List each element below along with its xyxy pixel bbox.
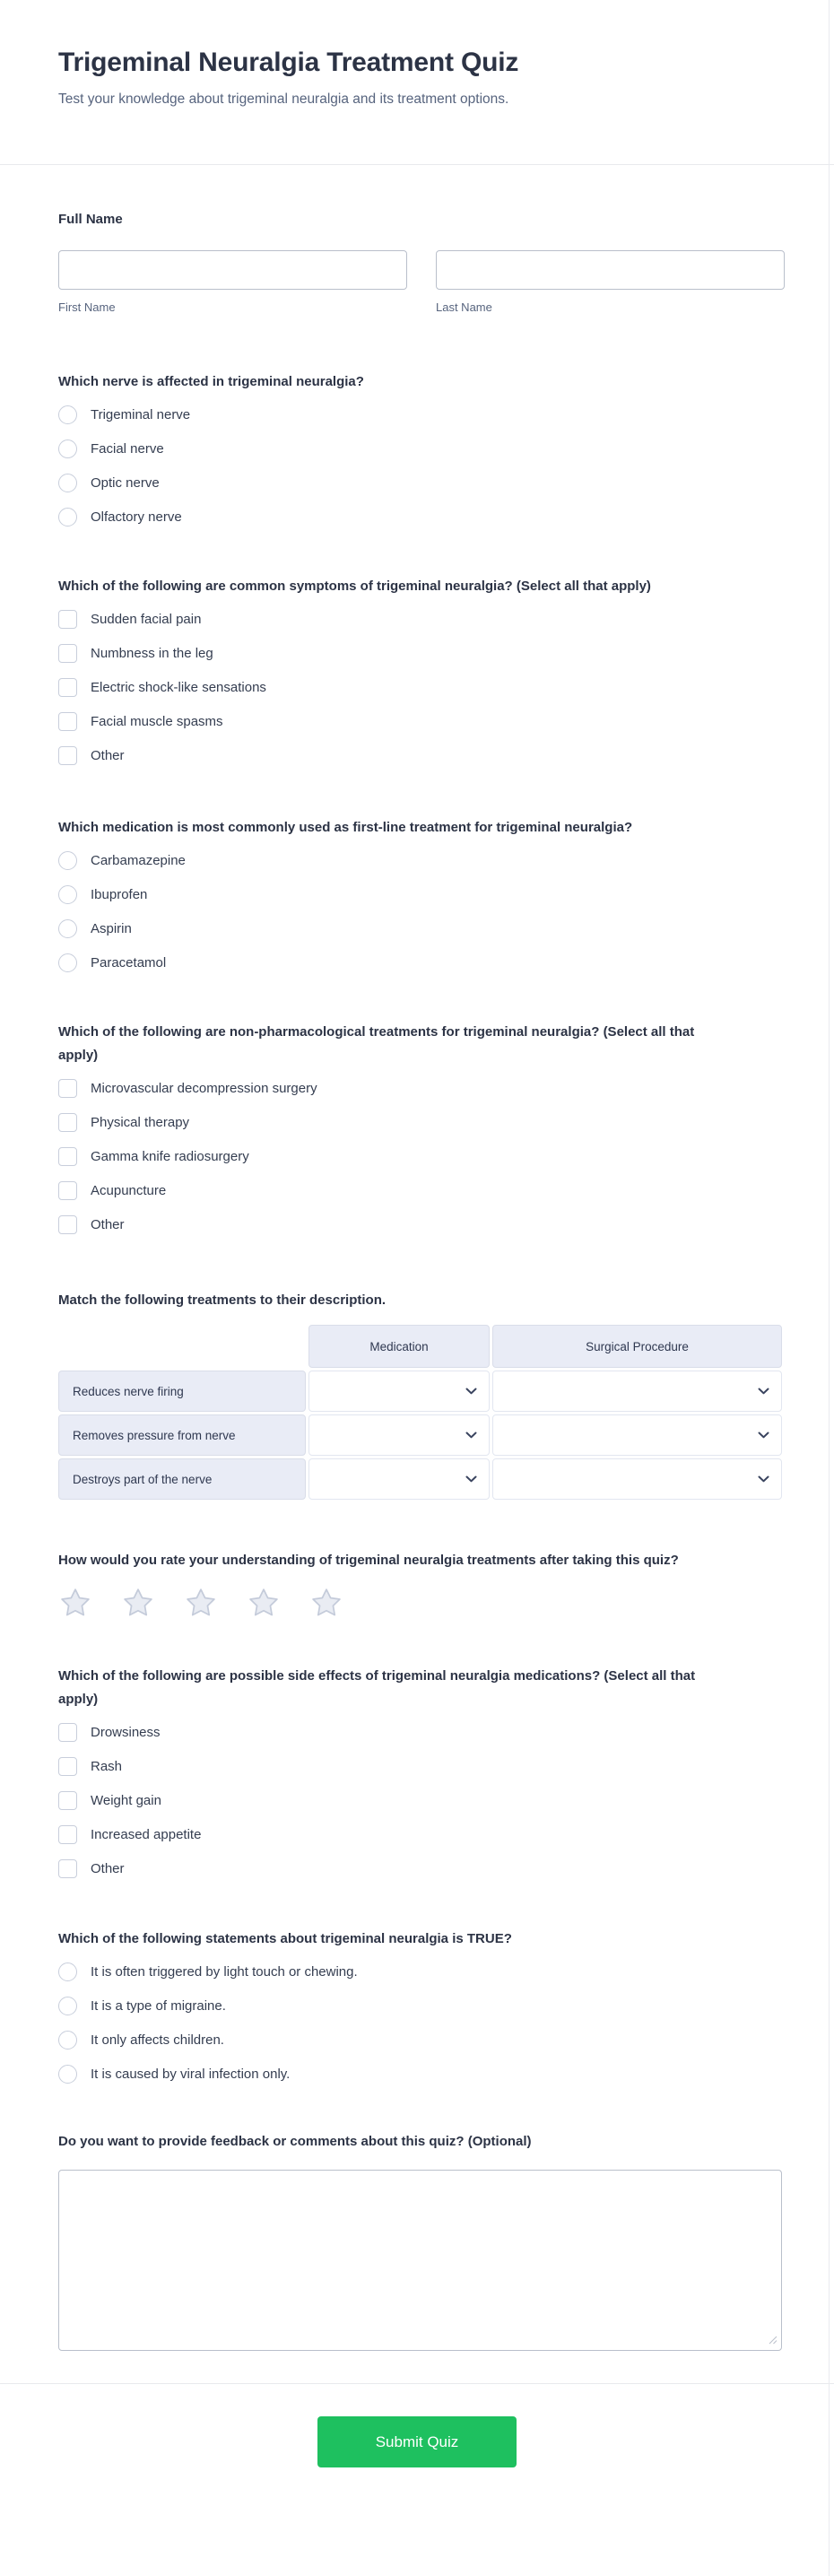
chevron-down-icon — [758, 1388, 769, 1395]
question-label: How would you rate your understanding of trigeminal neuralgia treatments after taking this quiz? — [58, 1553, 679, 1568]
star-icon[interactable] — [121, 1586, 155, 1620]
checkbox[interactable] — [58, 1113, 77, 1132]
option-label: Facial muscle spasms — [91, 714, 223, 729]
header-divider — [0, 164, 834, 165]
page-subtitle: Test your knowledge about trigeminal neuralgia and its treatment options. — [58, 91, 509, 107]
matrix-dropdown[interactable] — [492, 1414, 782, 1456]
matrix-dropdown[interactable] — [308, 1371, 490, 1412]
checkbox-option[interactable] — [58, 678, 789, 697]
radio-option[interactable] — [58, 2065, 789, 2084]
option-label: Rash — [91, 1759, 123, 1774]
radio-option[interactable] — [58, 439, 789, 458]
matrix-table — [58, 1325, 782, 1500]
option-label: It is caused by viral infection only. — [91, 2067, 291, 2082]
checkbox[interactable] — [58, 1215, 77, 1234]
option-label: It is often triggered by light touch or chewing. — [91, 1964, 358, 1980]
radio-option[interactable] — [58, 1997, 789, 2015]
option-label: Drowsiness — [91, 1725, 161, 1740]
radio-option[interactable] — [58, 474, 789, 492]
question-first-line-medication — [58, 816, 789, 972]
checkbox-option[interactable] — [58, 1791, 789, 1810]
checkbox[interactable] — [58, 1757, 77, 1776]
checkbox-option[interactable] — [58, 1181, 789, 1200]
option-label: Other — [91, 1861, 125, 1876]
checkbox-option[interactable] — [58, 1113, 789, 1132]
radio-option[interactable] — [58, 2031, 789, 2049]
question-side-effects — [58, 1665, 789, 1878]
matrix-row-label: Removes pressure from nerve — [58, 1414, 306, 1456]
matrix-corner-cell — [58, 1325, 306, 1368]
question-label: Which of the following statements about trigeminal neuralgia is TRUE? — [58, 1931, 512, 1946]
radio-button[interactable] — [58, 919, 77, 938]
checkbox-option[interactable] — [58, 1757, 789, 1776]
star-icon[interactable] — [247, 1586, 281, 1620]
option-label: Paracetamol — [91, 955, 167, 970]
chevron-down-icon — [465, 1432, 477, 1439]
checkbox-option[interactable] — [58, 610, 789, 629]
last-name-input[interactable] — [436, 250, 785, 290]
checkbox-group — [58, 1079, 789, 1234]
option-label: Sudden facial pain — [91, 612, 202, 627]
question-full-name — [58, 210, 789, 316]
radio-button[interactable] — [58, 953, 77, 972]
option-label: Olfactory nerve — [91, 509, 182, 525]
checkbox[interactable] — [58, 746, 77, 765]
checkbox[interactable] — [58, 1791, 77, 1810]
option-label: Acupuncture — [91, 1183, 167, 1198]
option-label: Electric shock-like sensations — [91, 680, 266, 695]
form-header — [0, 0, 834, 109]
radio-option[interactable] — [58, 919, 789, 938]
option-label: Weight gain — [91, 1793, 161, 1808]
option-label: Numbness in the leg — [91, 646, 213, 661]
question-label: Which of the following are non-pharmacological treatments for trigeminal neuralgia? (Select all that apply) — [58, 1024, 695, 1063]
question-common-symptoms — [58, 575, 789, 765]
star-icon[interactable] — [58, 1586, 92, 1620]
question-match-treatments — [58, 1289, 789, 1500]
radio-option[interactable] — [58, 851, 789, 870]
question-label: Match the following treatments to their description. — [58, 1292, 387, 1308]
checkbox-group — [58, 610, 789, 765]
form-body — [0, 210, 834, 2351]
radio-option[interactable] — [58, 508, 789, 527]
radio-button[interactable] — [58, 2031, 77, 2049]
option-label: Ibuprofen — [91, 887, 148, 902]
checkbox-option[interactable] — [58, 1859, 789, 1878]
chevron-down-icon — [465, 1475, 477, 1483]
radio-option[interactable] — [58, 405, 789, 424]
matrix-column-header: Surgical Procedure — [492, 1325, 782, 1368]
first-name-sublabel: First Name — [58, 300, 116, 314]
checkbox-option[interactable] — [58, 1147, 789, 1166]
radio-button[interactable] — [58, 474, 77, 492]
checkbox[interactable] — [58, 1181, 77, 1200]
option-label: Carbamazepine — [91, 853, 186, 868]
checkbox-option[interactable] — [58, 712, 789, 731]
checkbox[interactable] — [58, 1147, 77, 1166]
checkbox[interactable] — [58, 1825, 77, 1844]
option-label: Facial nerve — [91, 441, 164, 457]
option-label: Gamma knife radiosurgery — [91, 1149, 249, 1164]
checkbox-option[interactable] — [58, 1825, 789, 1844]
checkbox[interactable] — [58, 644, 77, 663]
checkbox-option[interactable] — [58, 644, 789, 663]
question-true-statement — [58, 1928, 789, 2084]
matrix-dropdown[interactable] — [492, 1458, 782, 1500]
radio-button[interactable] — [58, 1962, 77, 1981]
checkbox[interactable] — [58, 1859, 77, 1878]
star-rating — [58, 1586, 789, 1620]
matrix-dropdown[interactable] — [492, 1371, 782, 1412]
last-name-sublabel: Last Name — [436, 300, 492, 314]
matrix-column-header: Medication — [308, 1325, 490, 1368]
matrix-row-label: Reduces nerve firing — [58, 1371, 306, 1412]
option-label: Increased appetite — [91, 1827, 202, 1842]
checkbox-group — [58, 1723, 789, 1878]
radio-button[interactable] — [58, 508, 77, 527]
feedback-textarea[interactable] — [58, 2170, 782, 2351]
matrix-dropdown[interactable] — [308, 1458, 490, 1500]
name-fields-row — [58, 250, 785, 316]
submit-quiz-button[interactable]: Submit Quiz — [317, 2416, 517, 2467]
submit-section — [0, 2383, 834, 2514]
chevron-down-icon — [758, 1432, 769, 1439]
last-name-column — [436, 250, 785, 316]
feedback-textarea-wrap — [58, 2170, 782, 2351]
question-label: Which medication is most commonly used as first-line treatment for trigeminal neuralgia? — [58, 820, 633, 835]
chevron-down-icon — [465, 1388, 477, 1395]
option-label: Aspirin — [91, 921, 132, 936]
radio-button[interactable] — [58, 851, 77, 870]
full-name-label: Full Name — [58, 212, 123, 227]
checkbox[interactable] — [58, 1079, 77, 1098]
question-label: Which of the following are common symptoms of trigeminal neuralgia? (Select all that apply) — [58, 579, 651, 594]
first-name-input[interactable] — [58, 250, 407, 290]
question-label: Which of the following are possible side effects of trigeminal neuralgia medications? (Select all that apply) — [58, 1668, 696, 1707]
radio-group — [58, 1962, 789, 2084]
question-label: Do you want to provide feedback or comments about this quiz? (Optional) — [58, 2134, 532, 2149]
option-label: Physical therapy — [91, 1115, 190, 1130]
checkbox-option[interactable] — [58, 746, 789, 765]
matrix-row-label: Destroys part of the nerve — [58, 1458, 306, 1500]
checkbox[interactable] — [58, 712, 77, 731]
checkbox[interactable] — [58, 678, 77, 697]
radio-option[interactable] — [58, 885, 789, 904]
option-label: It only affects children. — [91, 2032, 224, 2048]
option-label: Microvascular decompression surgery — [91, 1081, 317, 1096]
question-feedback — [58, 2130, 789, 2351]
question-nerve-affected — [58, 370, 789, 527]
radio-button[interactable] — [58, 405, 77, 424]
page-title: Trigeminal Neuralgia Treatment Quiz — [58, 48, 519, 77]
option-label: Other — [91, 1217, 125, 1232]
checkbox-option[interactable] — [58, 1723, 789, 1742]
option-label: Other — [91, 748, 125, 763]
checkbox[interactable] — [58, 1723, 77, 1742]
radio-button[interactable] — [58, 1997, 77, 2015]
question-non-pharmacological — [58, 1021, 789, 1234]
radio-button[interactable] — [58, 885, 77, 904]
question-label: Which nerve is affected in trigeminal neuralgia? — [58, 374, 364, 389]
checkbox[interactable] — [58, 610, 77, 629]
option-label: It is a type of migraine. — [91, 1998, 226, 2014]
radio-option[interactable] — [58, 1962, 789, 1981]
checkbox-option[interactable] — [58, 1079, 789, 1098]
option-label: Optic nerve — [91, 475, 160, 491]
radio-group — [58, 851, 789, 972]
checkbox-option[interactable] — [58, 1215, 789, 1234]
matrix-dropdown[interactable] — [308, 1414, 490, 1456]
radio-option[interactable] — [58, 953, 789, 972]
option-label: Trigeminal nerve — [91, 407, 191, 422]
star-icon[interactable] — [184, 1586, 218, 1620]
radio-button[interactable] — [58, 439, 77, 458]
star-icon[interactable] — [309, 1586, 343, 1620]
question-rating — [58, 1549, 789, 1620]
radio-group — [58, 405, 789, 527]
chevron-down-icon — [758, 1475, 769, 1483]
first-name-column — [58, 250, 407, 316]
page-right-edge-divider — [829, 0, 830, 2576]
radio-button[interactable] — [58, 2065, 77, 2084]
